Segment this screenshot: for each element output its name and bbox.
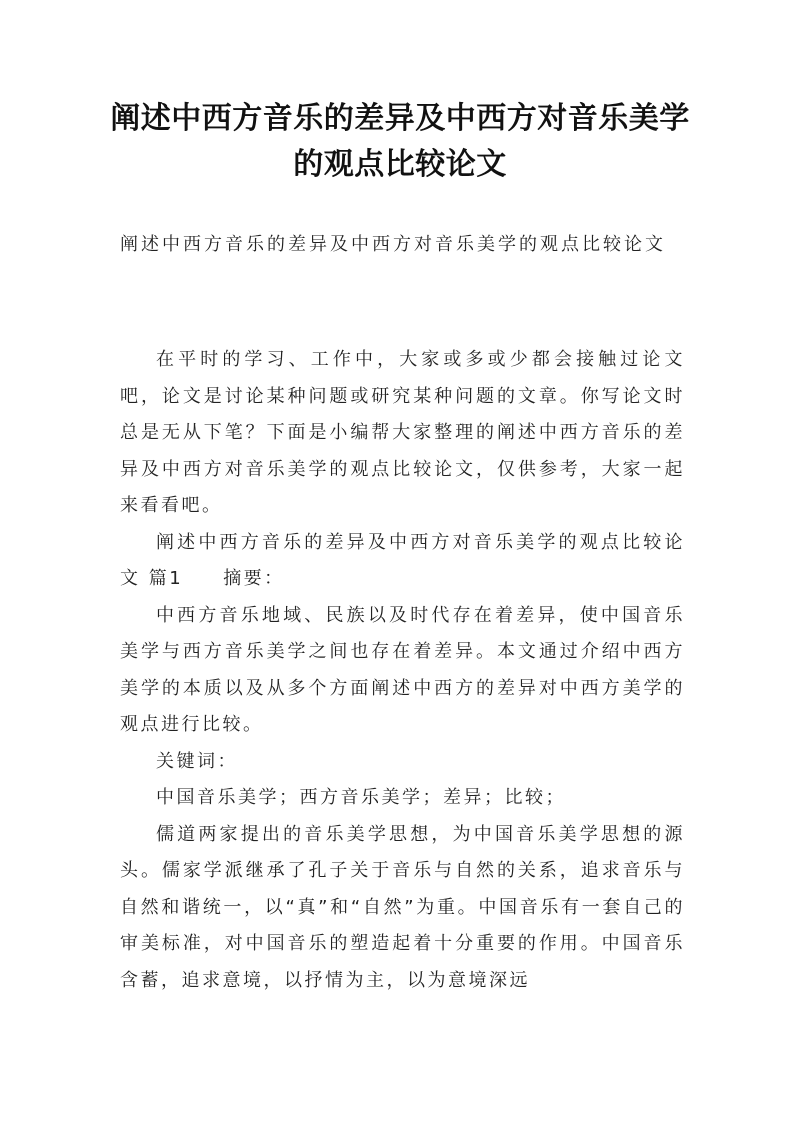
body-paragraph: 儒道两家提出的音乐美学思想，为中国音乐美学思想的源头。儒家学派继承了孔子关于音乐与自然的关系，追求音乐与自然和谐统一，以“真”和“自然”为重。中国音乐有一套自己的审美标准，对中国音乐的塑造起着十分重要的作用。中国音乐含蓄，追求意境，以抒情为主，以为意境深远	[120, 823, 685, 991]
document-subtitle: 阐述中西方音乐的差异及中西方对音乐美学的观点比较论文	[120, 234, 666, 255]
document-body	[120, 342, 685, 999]
keywords-paragraph: 中国音乐美学；西方音乐美学；差异；比较；	[156, 787, 566, 808]
section-heading-paragraph	[120, 525, 685, 598]
document-title: 阐述中西方音乐的差异及中西方对音乐美学的观点比较论文	[110, 101, 690, 182]
abstract-paragraph: 中西方音乐地域、民族以及时代存在着差异，使中国音乐美学与西方音乐美学之间也存在着差异。本文通过介绍中西方美学的本质以及从多个方面阐述中西方的差异对中西方美学的观点进行比较。	[120, 604, 685, 735]
section-heading: 阐述中西方音乐的差异及中西方对音乐美学的观点比较论文 篇1	[120, 531, 685, 589]
intro-paragraph: 在平时的学习、工作中，大家或多或少都会接触过论文吧，论文是讨论某种问题或研究某种问题的文章。你写论文时总是无从下笔？下面是小编帮大家整理的阐述中西方音乐的差异及中西方对音乐美学的观点比较论文，仅供参考，大家一起来看看吧。	[120, 349, 685, 516]
abstract-label: 摘要：	[223, 568, 285, 589]
keywords-label: 关键词：	[156, 750, 238, 772]
